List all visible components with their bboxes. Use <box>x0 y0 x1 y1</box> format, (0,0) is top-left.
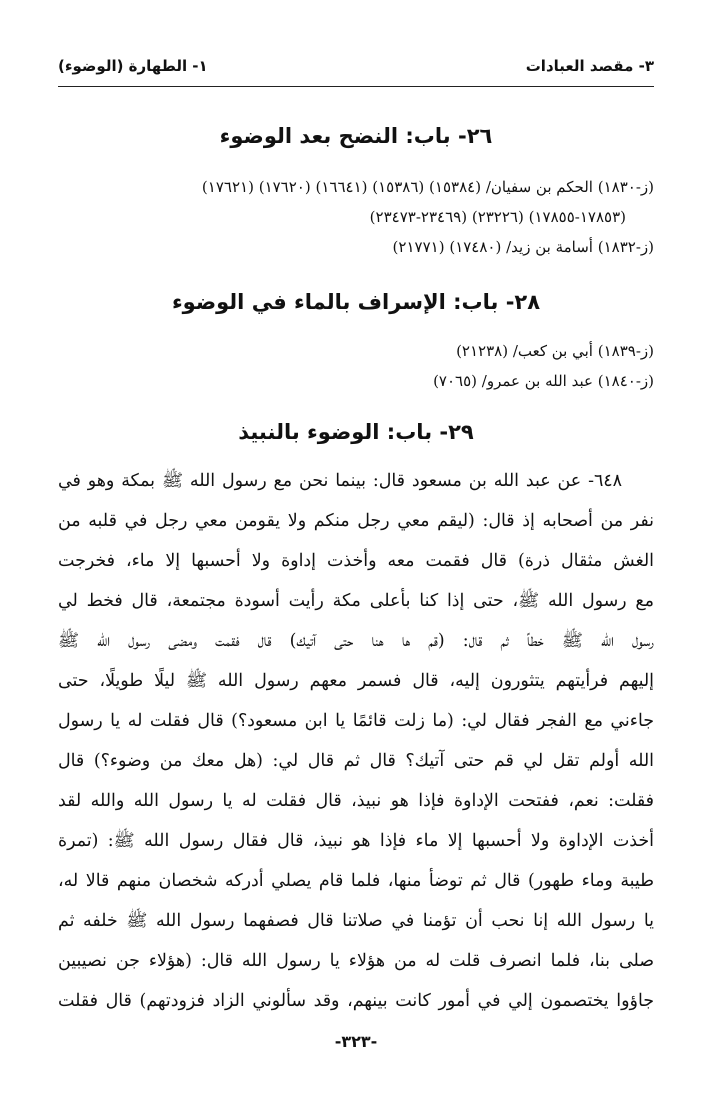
hadith-text-line: طيبة وماء طهور) قال ثم توضأ منها، فلما قام يصلي أدركه شخصان منهم قالا له، <box>58 871 654 891</box>
header-chapter-title: ١- الطهارة (الوضوء) <box>58 57 208 75</box>
hadith-text-line: صلى بنا، فلما انصرف قلت له من هؤلاء يا رسول الله قال: (هؤلاء جن نصيبين <box>58 951 654 971</box>
reference-line: (ز-١٨٣٩) أبي بن كعب/ (٢١٢٣٨) <box>456 342 654 360</box>
reference-line: (ز-١٨٣٢) أسامة بن زيد/ (١٧٤٨٠) (٢١٧٧١) <box>392 238 654 256</box>
chapter-heading-26: ٢٦- باب: النضح بعد الوضوء <box>219 124 493 148</box>
running-header <box>58 46 654 87</box>
hadith-text-line: رسول الله ﷺ خطاً ثم قال: (قم ها هنا حتى آتيك) قال فقمت ومضى رسول الله ﷺ <box>58 631 654 651</box>
hadith-text-line: إليهم فرأيتهم يتثورون إليه، قال فسمر معهم رسول الله ﷺ ليلًا طويلًا، حتى <box>58 671 654 691</box>
reference-line: (ز-١٨٣٠) الحكم بن سفيان/ (١٥٣٨٤) (١٥٣٨٦) (١٦٦٤١) (١٧٦٢٠) (١٧٦٢١) <box>201 178 654 196</box>
reference-line: (١٧٨٥٣-١٧٨٥٥) (٢٣٢٢٦) (٢٣٤٦٩-٢٣٤٧٣) <box>369 208 626 226</box>
hadith-text-line: الله أولم تقل لي قم حتى آتيك؟ قال ثم قال لي: (هل معك من وضوء؟) قال <box>58 751 654 771</box>
hadith-text-line: مع رسول الله ﷺ، حتى إذا كنا بأعلى مكة رأيت أسودة مجتمعة، قال فخط لي <box>58 591 654 611</box>
page-number: -٣٢٣- <box>334 1032 378 1051</box>
header-section-title: ٣- مقصد العبادات <box>525 57 654 75</box>
hadith-text-line: نفر من أصحابه إذ قال: (ليقم معي رجل منكم ولا يقومن معي رجل في قلبه من <box>58 511 654 531</box>
hadith-text-line: جاؤوا يختصمون إلي في أمور كانت بينهم، وقد سألوني الزاد فزودتهم) قال فقلت <box>58 991 654 1011</box>
hadith-text-line: يا رسول الله إنا نحب أن تؤمنا في صلاتنا قال فصفهما رسول الله ﷺ خلفه ثم <box>58 911 654 931</box>
hadith-text-line: الغش مثقال ذرة) قال فقمت معه وأخذت إداوة ولا أحسبها إلا ماء، فخرجت <box>58 551 654 571</box>
chapter-heading-28: ٢٨- باب: الإسراف بالماء في الوضوء <box>171 290 541 314</box>
hadith-text-line: ٦٤٨- عن عبد الله بن مسعود قال: بينما نحن مع رسول الله ﷺ بمكة وهو في <box>58 471 622 491</box>
reference-line: (ز-١٨٤٠) عبد الله بن عمرو/ (٧٠٦٥) <box>433 372 654 390</box>
chapter-heading-29: ٢٩- باب: الوضوء بالنبيذ <box>238 420 474 444</box>
hadith-text-line: أخذت الإداوة ولا أحسبها إلا ماء فإذا هو نبيذ، قال فقال رسول الله ﷺ: (تمرة <box>58 831 654 851</box>
hadith-text-line: فقلت: نعم، ففتحت الإداوة فإذا هو نبيذ، قال فقلت له يا رسول الله والله لقد <box>58 791 654 811</box>
hadith-text-line: جاءني مع الفجر فقال لي: (ما زلت قائمًا يا ابن مسعود؟) قال فقلت له يا رسول <box>58 711 654 731</box>
